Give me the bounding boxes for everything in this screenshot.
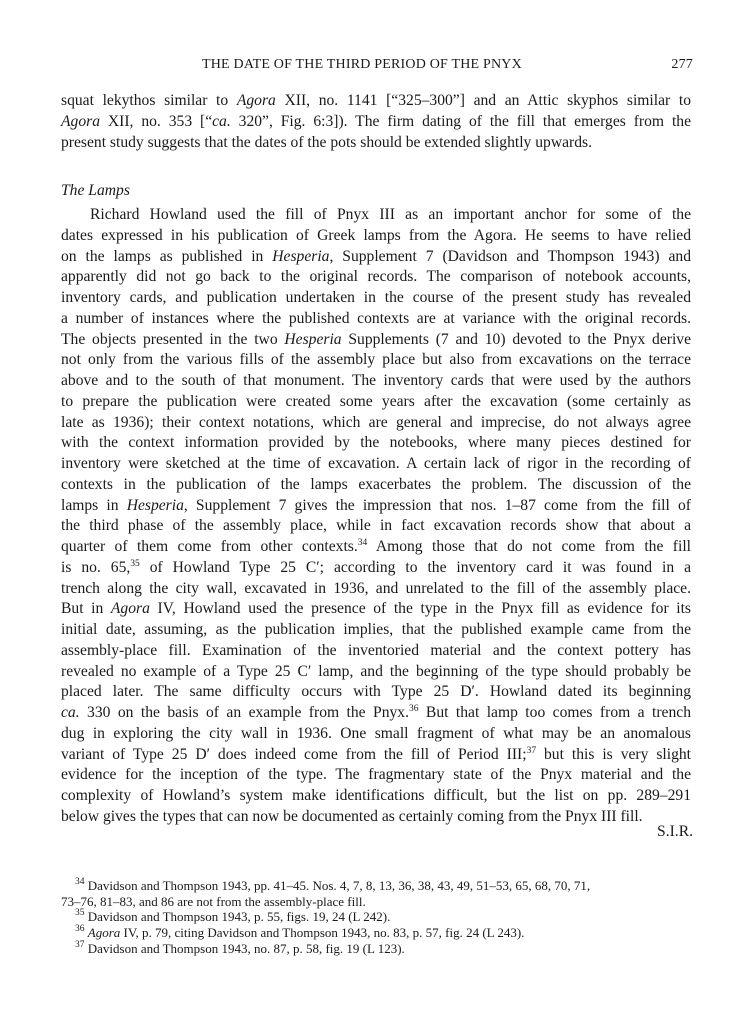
text-line: apparently did not go back to the original records. The comparison of notebook accounts, (61, 268, 691, 286)
text-line: ca. 330 on the basis of an example from the Pnyx.$^{36}$ But that lamp too comes from a trench (61, 704, 691, 721)
text-line: variant of Type 25 D′ does indeed come from the fill of Period III;$^{37}$ but this is very slight (61, 745, 692, 763)
hesperia-ref: Hesperia (284, 330, 342, 348)
hesperia-ref: Hesperia (126, 496, 184, 514)
footnote-number: 34 (75, 877, 85, 887)
text-line: present study suggests that the dates of the pots should be extended slightly upwards. (61, 133, 592, 151)
footnote-ref-37[interactable]: 37 (526, 745, 537, 756)
footnote-number: 36 (75, 924, 85, 935)
agora-ref: Agora (87, 925, 121, 941)
text-line: squat lekythos similar to Agora XII, no. 1141 [“325–300”] and an Attic skyphos similar to (61, 92, 691, 109)
ca-abbr: ca. (212, 112, 231, 130)
section-title: The Lamps (61, 182, 130, 199)
text-line: assembly-place fill. Examination of the inventoried material and the context pottery has (61, 641, 691, 659)
footnote-text: Davidson and Thompson 1943, p. 55, figs. 19, 24 (L 242). (87, 909, 391, 925)
text-line: late as 1936); their context notations, which are general and imprecise, do not always agree (61, 413, 691, 431)
footnote-ref-36[interactable]: 36 (409, 704, 419, 714)
text-line: evidence for the inception of the type. The fragmentary state of the Pnyx material and the (61, 766, 691, 784)
hesperia-ref: Hesperia (272, 247, 330, 265)
text-line: dug in exploring the city wall in 1936. One small fragment of what may be an anomalous (61, 724, 691, 742)
footnote-36 (61, 925, 691, 941)
footnote-text: IV, p. 79, citing Davidson and Thompson 1943, no. 83, p. 57, fig. 24 (L 243). (120, 925, 525, 941)
text-line: not only from the various fills of the assembly place but also from excavations on the terrace (61, 351, 691, 369)
footnote-number: 37 (75, 939, 85, 950)
page-header (90, 57, 693, 79)
text-line: dates expressed in his publication of Greek lamps from the Agora. He seems to have relied (61, 226, 691, 244)
footnote-34-cont: 73–76, 81–83, and 86 are not from the assembly-place fill. (61, 893, 366, 909)
agora-ref: Agora (61, 112, 100, 130)
text-line: placed later. The same difficulty occurs with Type 25 D′. Howland dated its beginning (61, 683, 691, 701)
text-line: with the context information provided by the notebooks, where many pieces destined for (61, 434, 691, 452)
page-number: 277 (671, 57, 693, 72)
text-line: contexts in the publication of the lamps exacerbates the problem. The discussion of the (61, 475, 691, 493)
footnotes (61, 878, 691, 957)
agora-ref: Agora (236, 92, 276, 109)
footnote-ref-34[interactable]: 34 (357, 538, 368, 548)
footnote-text: Davidson and Thompson 1943, pp. 41–45. Nos. 4, 7, 8, 13, 36, 38, 43, 49, 51–53, 65, 68, 70, 71, (87, 878, 591, 893)
text-line: complexity of Howland’s system make identifications difficult, but the list on pp. 289–291 (61, 787, 691, 804)
text-line: a number of instances where the published contexts are at variance with the original records. (61, 309, 691, 327)
footnote-37 (61, 941, 691, 957)
footnote-ref-35[interactable]: 35 (130, 558, 140, 569)
ca-abbr: ca. (61, 704, 80, 721)
text-line: inventory cards, and publication undertaken in the course of the present study has revealed (61, 289, 691, 306)
footnote-text: Davidson and Thompson 1943, no. 87, p. 58, fig. 19 (L 123). (87, 940, 405, 956)
text-line: the third phase of the assembly place, while in fact excavation records show that about a (61, 517, 691, 535)
running-head: THE DATE OF THE THIRD PERIOD OF THE PNYX (202, 57, 522, 72)
text-line: lamps in Hesperia, Supplement 7 gives the impression that nos. 1–87 come from the fill of (61, 496, 691, 514)
footnote-34 (61, 878, 691, 894)
text-line: trench along the city wall, excavated in 1936, and unrelated to the fill of the assembly place. (61, 579, 691, 597)
text-line: Richard Howland used the fill of Pnyx III as an important anchor for some of the (90, 206, 691, 223)
footnote-number: 35 (75, 908, 85, 919)
text-line: on the lamps as published in Hesperia, Supplement 7 (Davidson and Thompson 1943) and (61, 247, 692, 265)
text-line: below gives the types that can now be documented as certainly coming from the Pnyx III fill. (61, 807, 643, 825)
text-line: revealed no example of a Type 25 C′ lamp, and the beginning of the type should probably be (61, 662, 691, 680)
text-line: above and to the south of that monument. The inventory cards that were used by the authors (61, 372, 691, 389)
text-line: The objects presented in the two Hesperia Supplements (7 and 10) devoted to the Pnyx derive (61, 330, 692, 348)
text-line: Agora XII, no. 353 [“ca. 320”, Fig. 6:3]). The firm dating of the fill that emerges from the (61, 112, 691, 130)
text-line: quarter of them come from other contexts.$^{34}$ Among those that do not come from the fill (61, 538, 691, 555)
text-line: But in Agora IV, Howland used the presence of the type in the Pnyx fill as evidence for its (61, 600, 691, 618)
footnote-35 (61, 909, 691, 925)
paragraph-1 (61, 91, 691, 153)
text-line: to prepare the publication were created some years after the excavation (some certainly as (61, 392, 691, 410)
text-line: initial date, assuming, as the publication implies, that the published example came from the (61, 621, 691, 638)
author-initials: S.I.R. (657, 823, 693, 840)
paragraph-2 (61, 205, 691, 828)
text-line: is no. 65,35 of Howland Type 25 C′; according to the inventory card it was found in a (61, 558, 691, 576)
agora-ref: Agora (110, 600, 150, 618)
text-line: inventory were sketched at the time of excavation. A certain lack of rigor in the recording of (61, 455, 691, 472)
